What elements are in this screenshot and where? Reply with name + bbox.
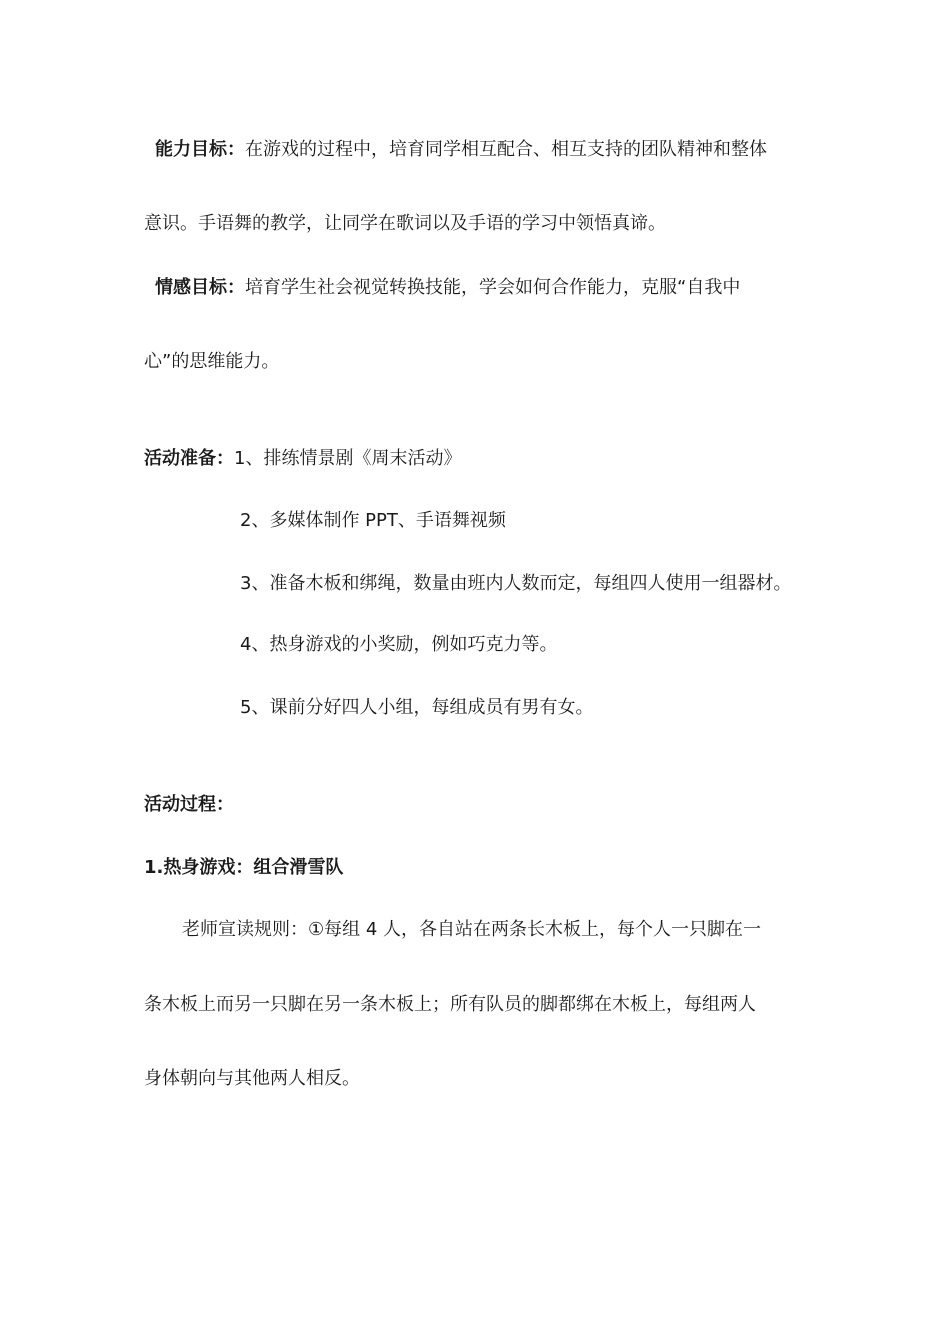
preparation-item: 2、多媒体制作 PPT、手语舞视频 — [240, 510, 506, 531]
emotion-goal-text: 培育学生社会视觉转换技能，学会如何合作能力，克服“自我中 — [245, 277, 741, 298]
preparation-item: 3、准备木板和绑绳，数量由班内人数而定，每组四人使用一组器材。 — [240, 573, 792, 594]
preparation-label: 活动准备： — [144, 448, 234, 469]
rules-line3: 身体朝向与其他两人相反。 — [144, 1068, 360, 1089]
preparation-item: 4、热身游戏的小奖励，例如巧克力等。 — [240, 634, 558, 655]
ability-goal-line2: 意识。手语舞的教学，让同学在歌词以及手语的学习中领悟真谛。 — [144, 213, 666, 234]
ability-goal-text: 在游戏的过程中，培育同学相互配合、相互支持的团队精神和整体 — [245, 139, 767, 160]
rules-line1: 老师宣读规则：①每组 4 人，各自站在两条长木板上，每个人一只脚在一 — [182, 919, 762, 940]
ability-goal-label: 能力目标： — [155, 139, 245, 160]
preparation-item: 1、排练情景剧《周末活动》 — [234, 448, 462, 469]
preparation-item: 5、课前分好四人小组，每组成员有男有女。 — [240, 697, 594, 718]
emotion-goal-line1 — [155, 276, 740, 300]
section1-title: 1.热身游戏：组合滑雪队 — [144, 857, 344, 878]
process-label: 活动过程： — [144, 794, 234, 815]
emotion-goal-label: 情感目标： — [155, 277, 245, 298]
emotion-goal-line2: 心”的思维能力。 — [144, 351, 280, 372]
rules-line2: 条木板上而另一只脚在另一条木板上；所有队员的脚都绑在木板上，每组两人 — [144, 994, 756, 1015]
ability-goal-line1 — [155, 138, 767, 162]
preparation-line1 — [144, 447, 461, 471]
